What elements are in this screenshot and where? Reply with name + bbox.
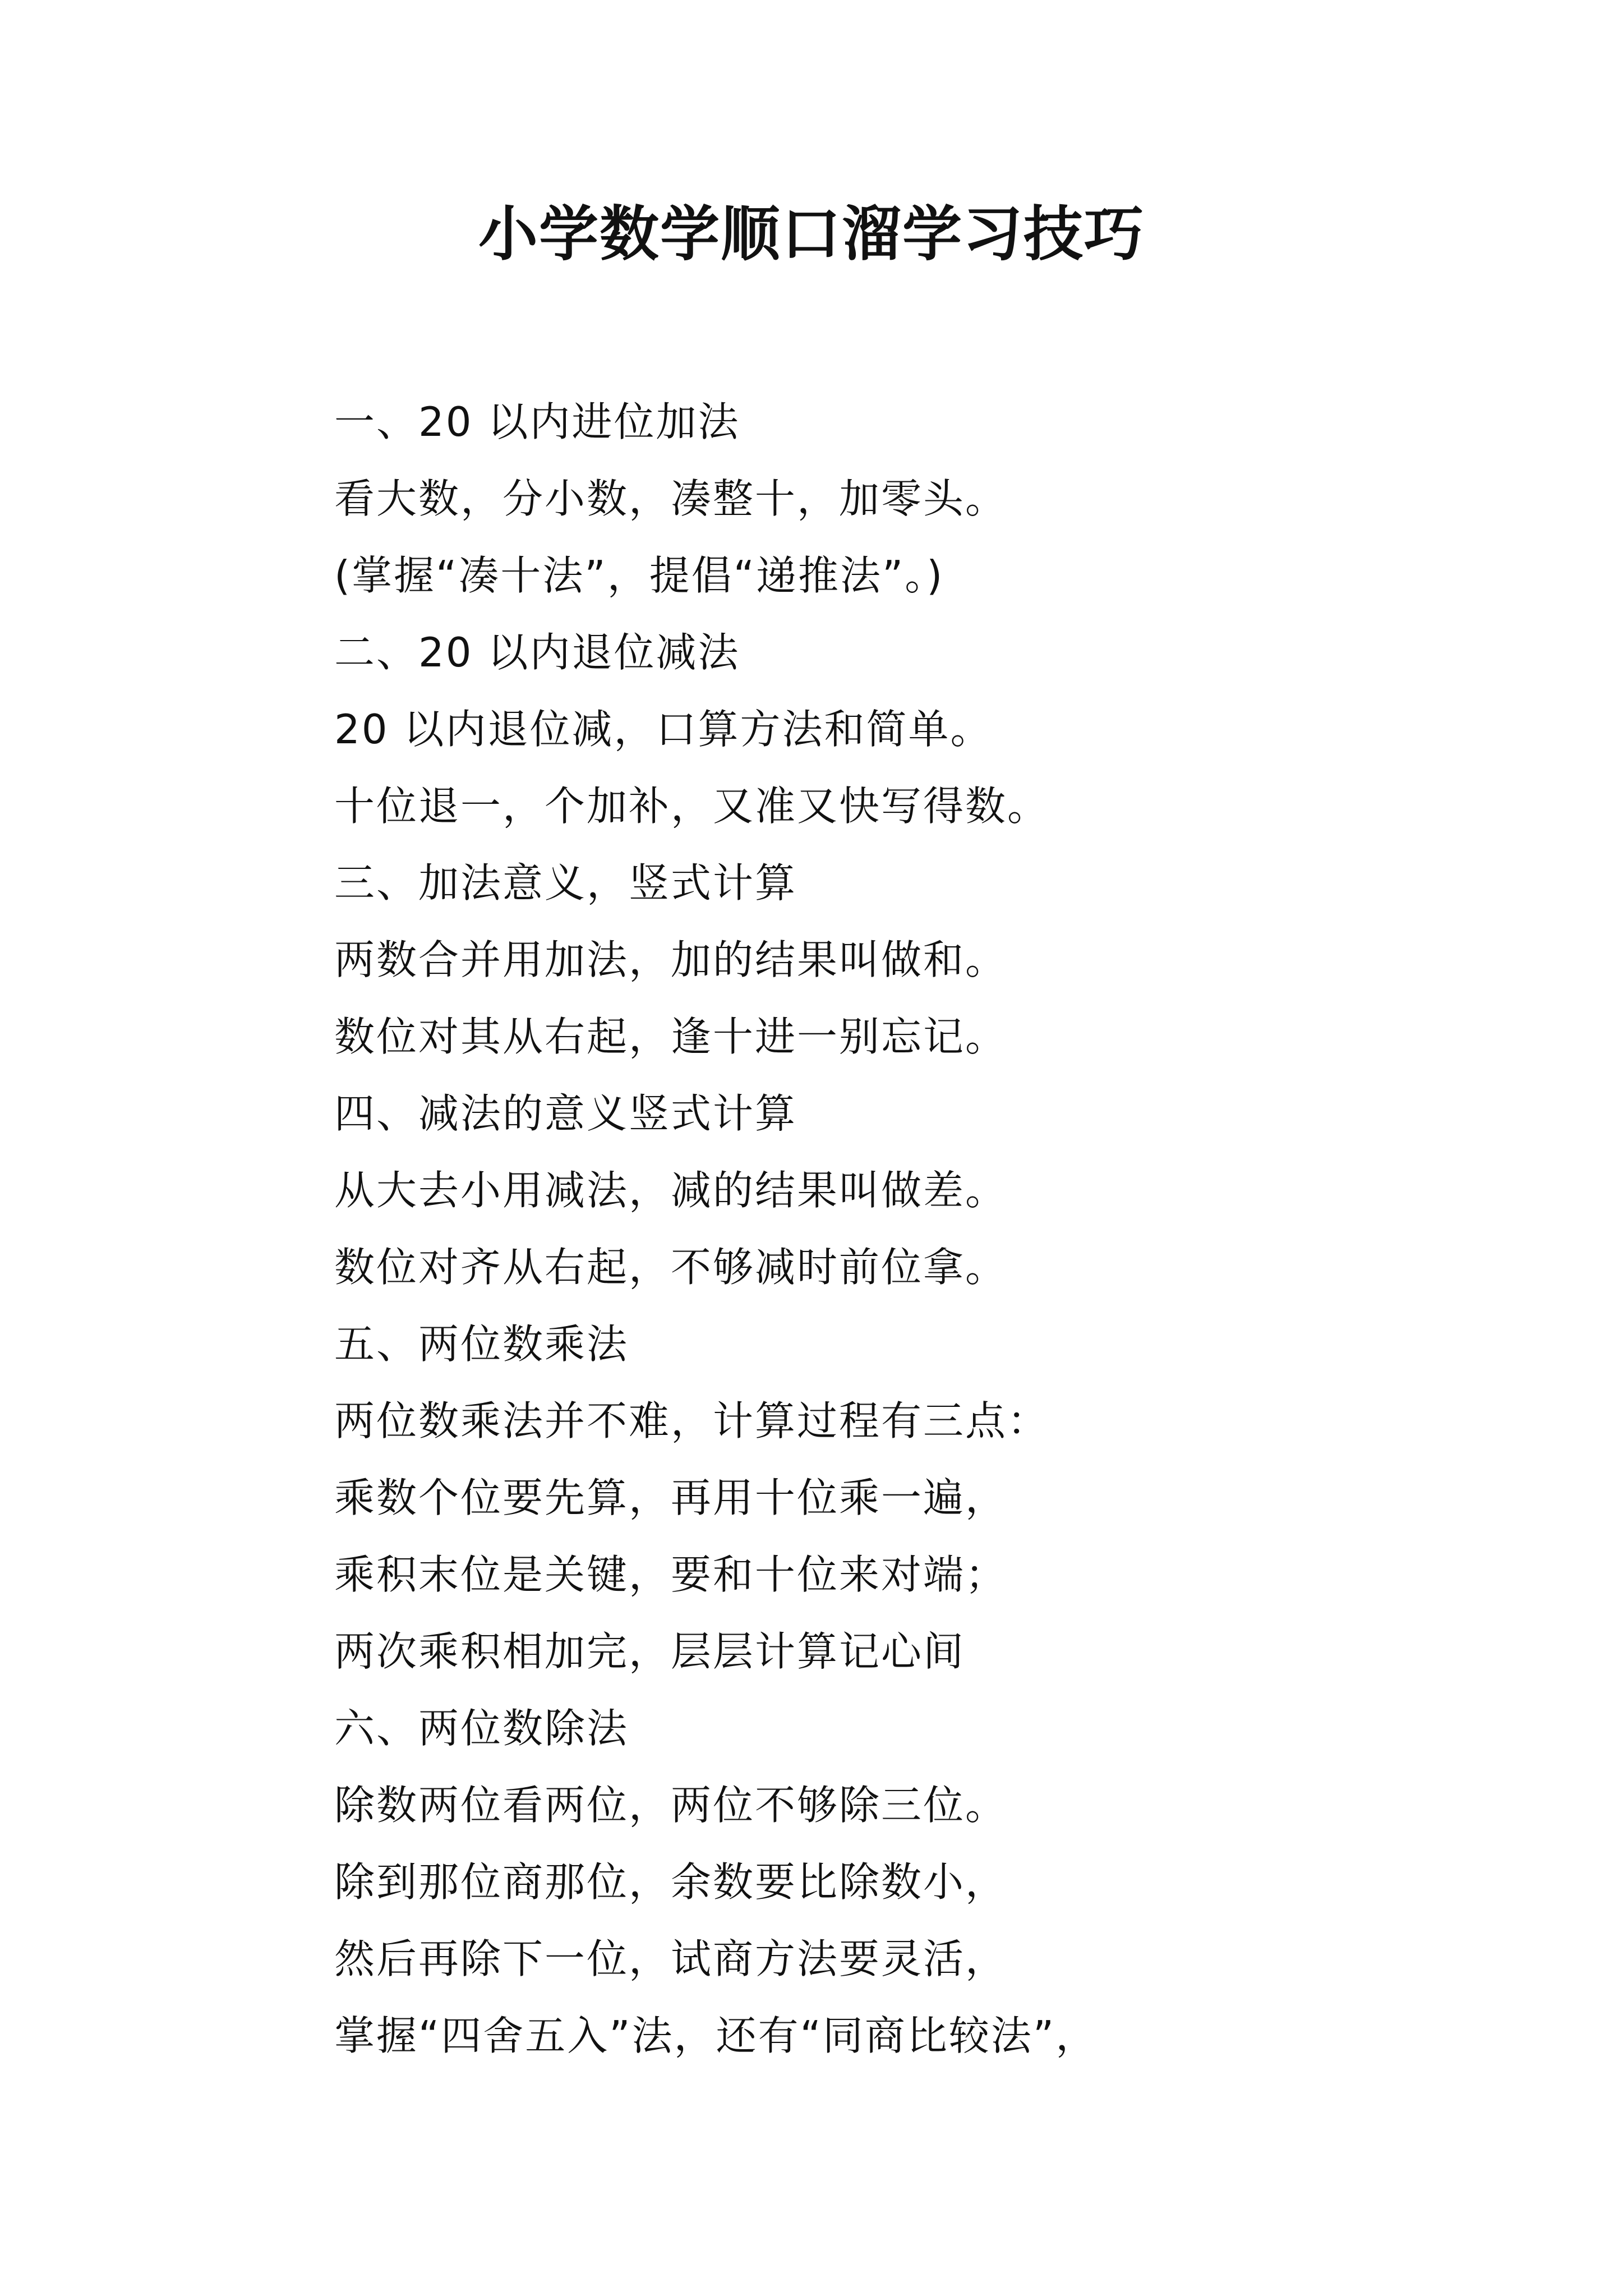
text-line: 20 以内退位减，口算方法和简单。 [334, 706, 993, 753]
text-line: 两位数乘法并不难，计算过程有三点： [334, 1397, 1050, 1444]
text-line: 掌握“四舍五入”法，还有“同商比较法”， [334, 2012, 1098, 2059]
text-line: 两次乘积相加完，层层计算记心间 [334, 1628, 966, 1675]
text-line: 看大数，分小数，凑整十，加零头。 [334, 475, 1008, 522]
section-heading-6: 六、两位数除法 [334, 1705, 629, 1752]
section-heading-2: 二、20 以内退位减法 [334, 629, 740, 676]
document-body [334, 384, 1568, 2074]
section-heading-3: 三、加法意义，竖式计算 [334, 859, 797, 907]
text-line: (掌握“凑十法”，提倡“递推法”。) [334, 552, 944, 599]
text-line: 然后再除下一位，试商方法要灵活， [334, 1935, 1008, 1982]
text-line: 除数两位看两位，两位不够除三位。 [334, 1782, 1008, 1829]
text-line: 数位对齐从右起，不够减时前位拿。 [334, 1244, 1008, 1291]
section-heading-1: 一、20 以内进位加法 [334, 398, 740, 445]
text-line: 乘数个位要先算，再用十位乘一遍， [334, 1474, 1008, 1521]
text-line: 乘积末位是关键，要和十位来对端； [334, 1551, 1008, 1598]
section-heading-5: 五、两位数乘法 [334, 1320, 629, 1368]
text-line: 从大去小用减法，减的结果叫做差。 [334, 1167, 1008, 1214]
section-heading-4: 四、减法的意义竖式计算 [334, 1090, 797, 1137]
text-line: 十位退一，个加补，又准又快写得数。 [334, 783, 1050, 830]
document-title: 小学数学顺口溜学习技巧 [478, 199, 1145, 269]
text-line: 数位对其从右起，逢十进一别忘记。 [334, 1013, 1008, 1060]
text-line: 除到那位商那位，余数要比除数小， [334, 1858, 1008, 1906]
text-line: 两数合并用加法，加的结果叫做和。 [334, 936, 1008, 983]
